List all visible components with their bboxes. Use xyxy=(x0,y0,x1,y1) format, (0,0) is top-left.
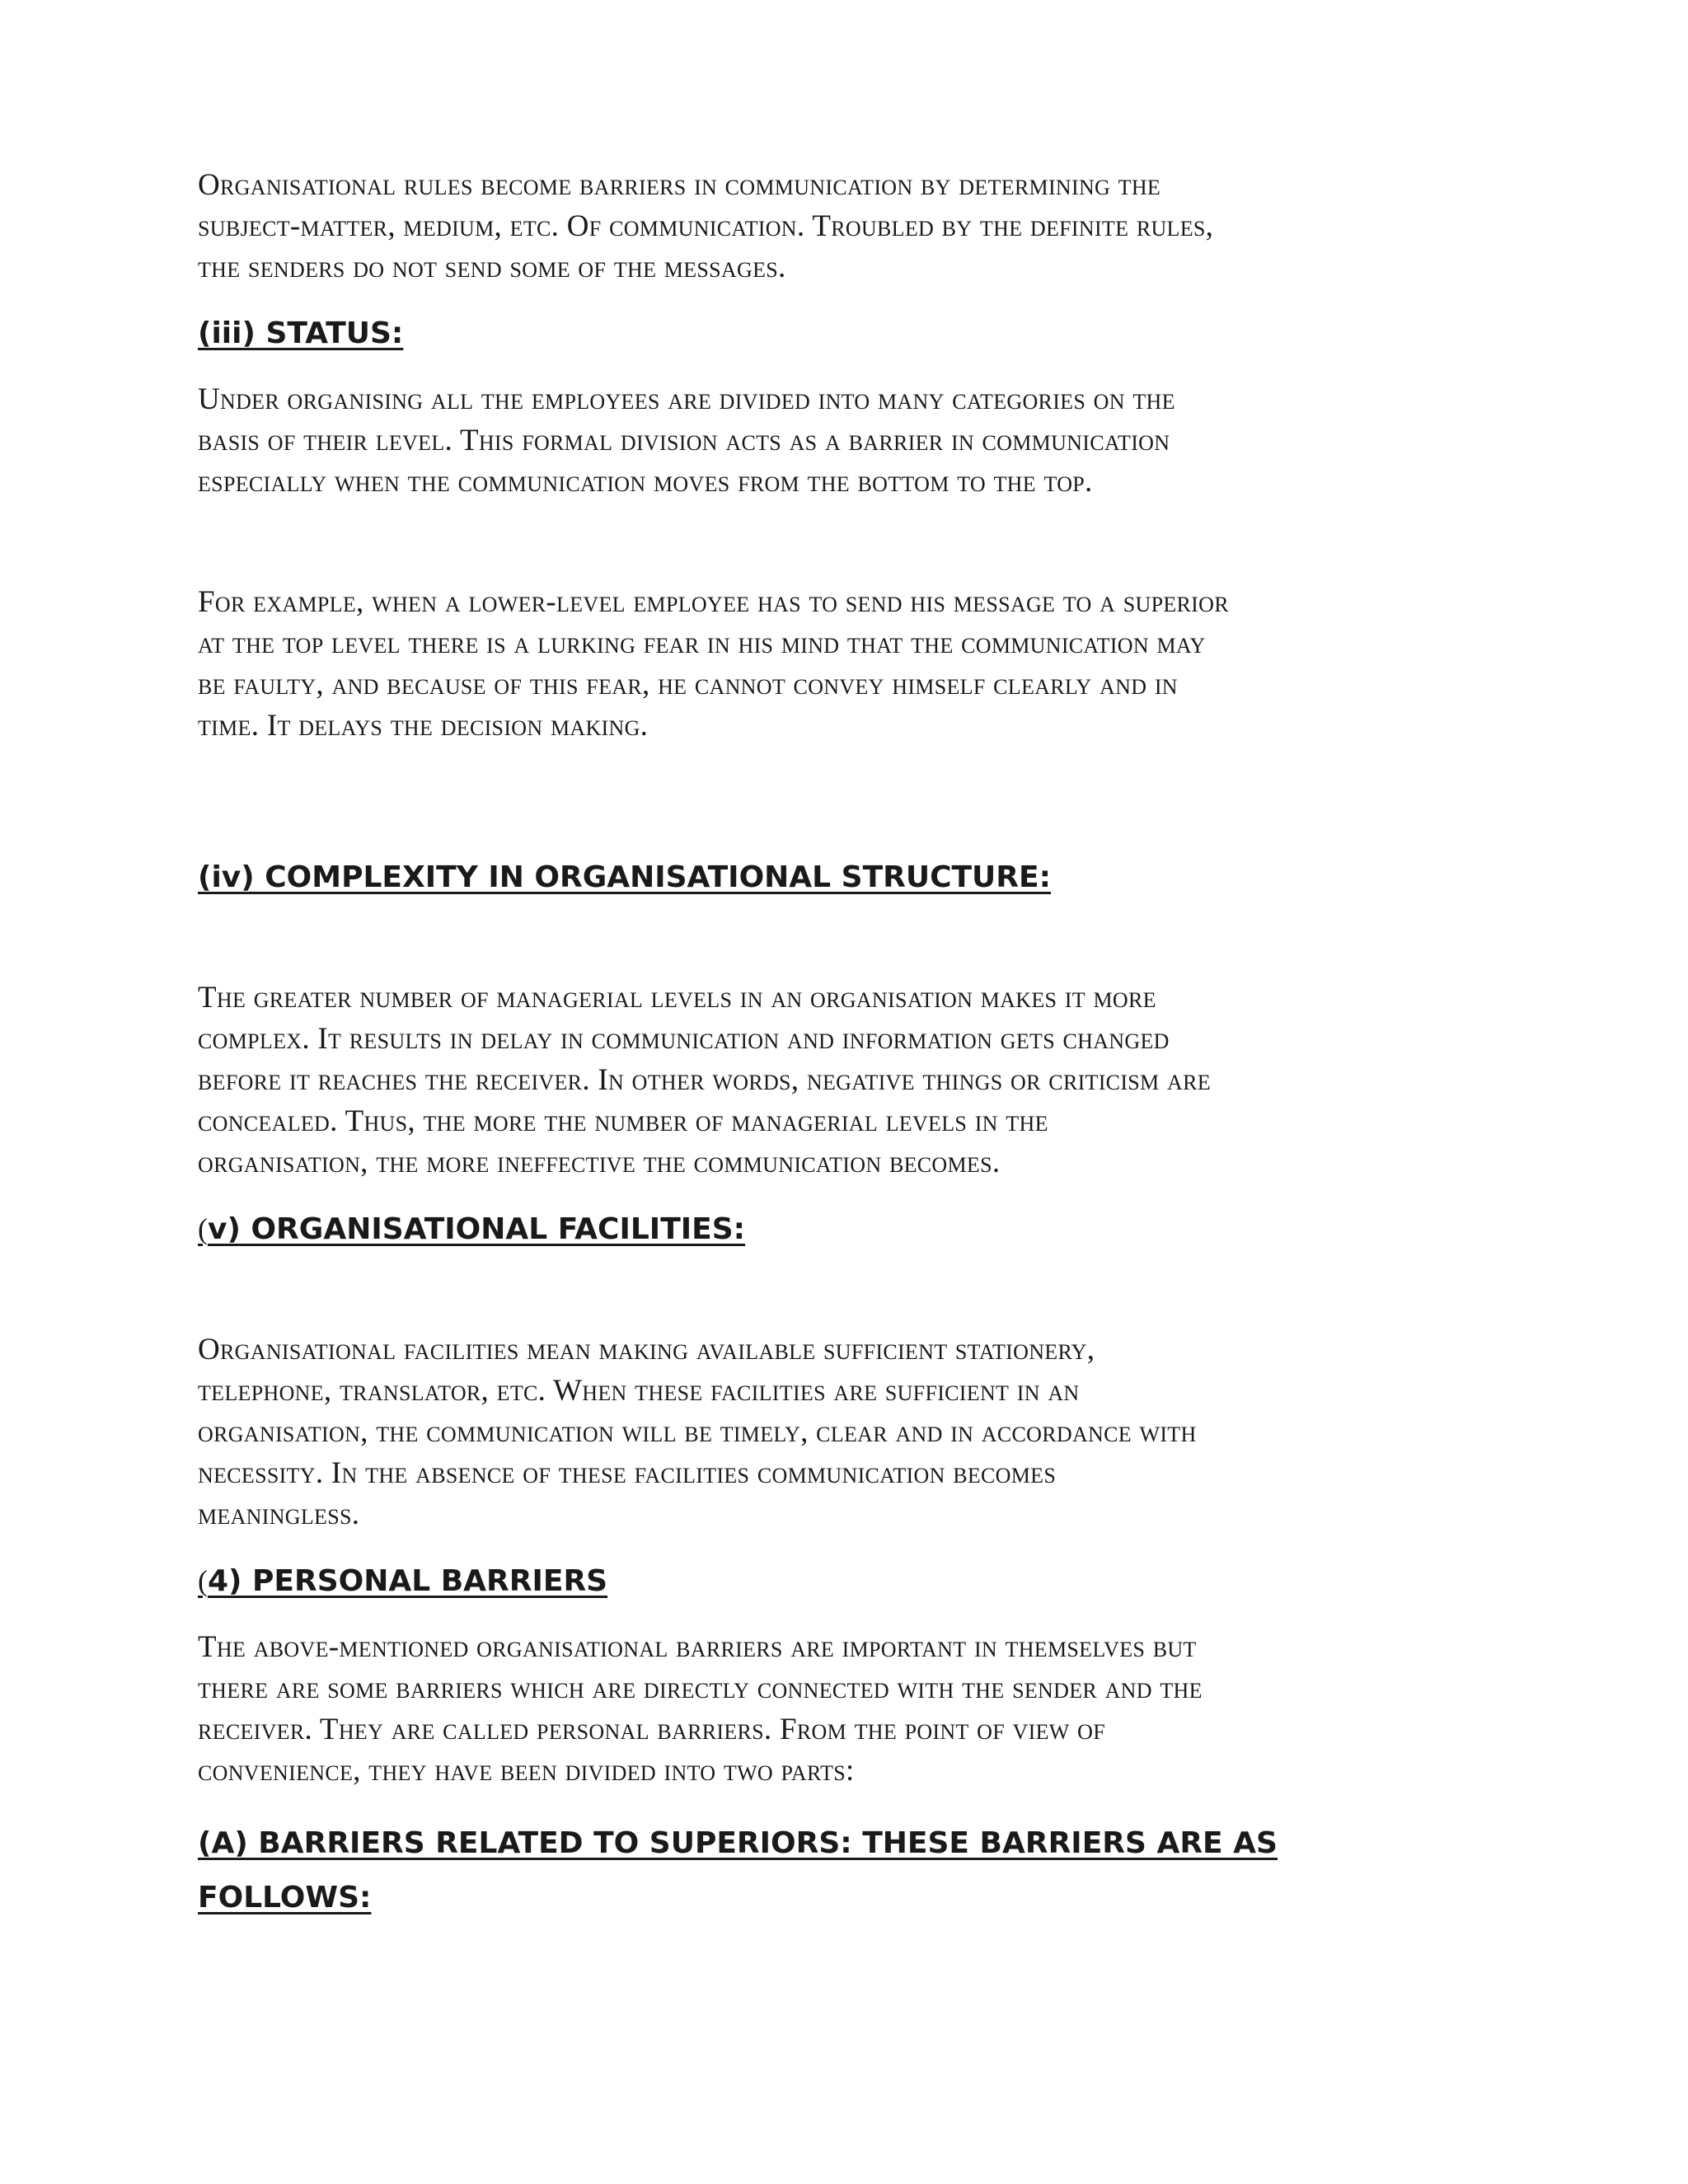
text-line: subject-matter, medium, etc. Of communication. Troubled by the definite rules, xyxy=(198,209,1214,243)
text-line: meaningless. xyxy=(198,1497,360,1531)
heading-barriers-superiors xyxy=(198,1816,1500,1925)
text-line: telephone, translator, etc. When these facilities are sufficient in an xyxy=(198,1374,1080,1408)
heading-text: v) ORGANISATIONAL FACILITIES: xyxy=(208,1212,746,1246)
text-line: before it reaches the receiver. In other words, negative things or criticism are xyxy=(198,1063,1211,1097)
text-line: The above-mentioned organisational barriers are important in themselves but xyxy=(198,1630,1197,1664)
text-line: at the top level there is a lurking fear in his mind that the communication may xyxy=(198,626,1206,660)
paragraph-personal-barriers xyxy=(198,1627,1500,1792)
heading-personal-barriers xyxy=(198,1560,1500,1602)
text-line: Under organising all the employees are divided into many categories on the xyxy=(198,382,1175,416)
heading-status: (iii) STATUS: xyxy=(198,316,404,350)
heading-line: FOLLOWS: xyxy=(198,1881,372,1915)
text-line: basis of their level. This formal division acts as a barrier in communication xyxy=(198,424,1170,457)
text-line: Organisational rules become barriers in communication by determining the xyxy=(198,168,1161,202)
text-line: convenience, they have been divided into two parts: xyxy=(198,1754,855,1788)
text-line: Organisational facilities mean making available sufficient stationery, xyxy=(198,1333,1095,1366)
heading-facilities xyxy=(198,1208,1500,1250)
heading-text: 4) PERSONAL BARRIERS xyxy=(208,1564,608,1598)
text-line: The greater number of managerial levels in an organisation makes it more xyxy=(198,981,1156,1015)
text-line: receiver. They are called personal barriers. From the point of view of xyxy=(198,1713,1105,1746)
text-line: be faulty, and because of this fear, he cannot convey himself clearly and in xyxy=(198,668,1178,701)
heading-complexity: (iv) COMPLEXITY IN ORGANISATIONAL STRUCTURE: xyxy=(198,860,1051,894)
text-line: concealed. Thus, the more the number of managerial levels in the xyxy=(198,1104,1048,1138)
text-line: especially when the communication moves from the bottom to the top. xyxy=(198,465,1093,499)
text-line: necessity. In the absence of these facilities communication becomes xyxy=(198,1456,1057,1490)
paragraph-status xyxy=(198,379,1500,503)
paragraph-status-example xyxy=(198,582,1500,747)
paragraph-complexity xyxy=(198,977,1500,1183)
heading-lead-paren: ( xyxy=(198,1212,208,1245)
text-line: there are some barriers which are directly connected with the sender and the xyxy=(198,1671,1203,1705)
text-line: the senders do not send some of the messages. xyxy=(198,251,786,284)
text-line: organisation, the more ineffective the communication becomes. xyxy=(198,1146,1001,1179)
paragraph-facilities xyxy=(198,1329,1500,1535)
heading-line: (A) BARRIERS RELATED TO SUPERIORS: THESE BARRIERS ARE AS xyxy=(198,1826,1278,1860)
text-line: time. It delays the decision making. xyxy=(198,709,649,743)
paragraph-organisational-rules xyxy=(198,165,1500,288)
document-page xyxy=(198,165,1500,1925)
text-line: For example, when a lower-level employee has to send his message to a superior xyxy=(198,585,1229,619)
text-line: organisation, the communication will be timely, clear and in accordance with xyxy=(198,1415,1197,1449)
heading-lead-paren: ( xyxy=(198,1564,208,1597)
text-line: complex. It results in delay in communication and information gets changed xyxy=(198,1022,1170,1056)
